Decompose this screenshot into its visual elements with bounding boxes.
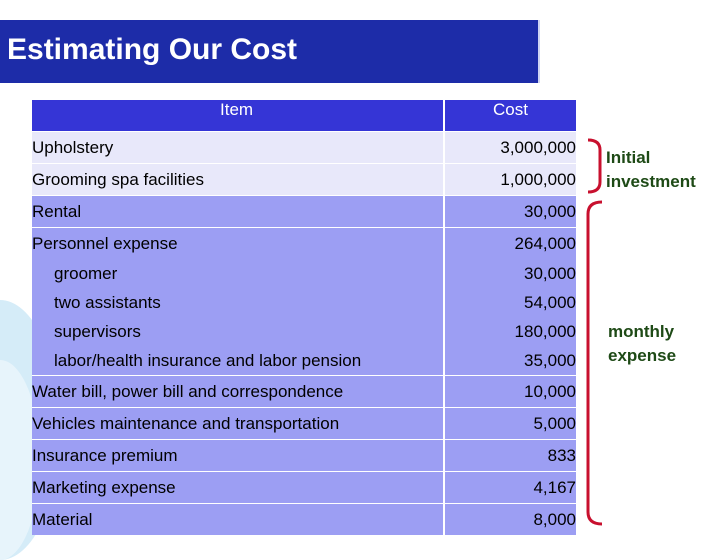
- table-header-row: [32, 100, 576, 132]
- row-cost-sub: 35,000: [524, 351, 576, 370]
- header-cost: Cost: [444, 100, 576, 132]
- table-row: [32, 504, 576, 536]
- table-row-personnel: [32, 228, 576, 376]
- personnel-costs: [444, 228, 576, 376]
- table-row: [32, 132, 576, 164]
- row-item-sub: supervisors: [54, 322, 141, 341]
- monthly-label-line1: monthly: [608, 322, 675, 341]
- header-item: Item: [32, 100, 444, 132]
- row-cost: 5,000: [444, 408, 576, 440]
- row-cost: 833: [444, 440, 576, 472]
- row-item: Grooming spa facilities: [32, 164, 444, 196]
- row-cost: 4,167: [444, 472, 576, 504]
- monthly-label-line2: expense: [608, 346, 677, 365]
- monthly-expense-bracket: [578, 198, 608, 528]
- row-item: Upholstery: [32, 132, 444, 164]
- row-cost: 10,000: [444, 376, 576, 408]
- row-item: Material: [32, 504, 444, 536]
- row-item-sub: groomer: [54, 264, 118, 283]
- row-item: Personnel expense: [32, 234, 178, 253]
- initial-label-line1: Initial: [606, 148, 651, 167]
- row-cost: 264,000: [514, 234, 576, 253]
- personnel-items: [32, 228, 444, 376]
- cost-table: [32, 100, 576, 535]
- row-item: Water bill, power bill and correspondence: [32, 376, 444, 408]
- table-row: [32, 408, 576, 440]
- row-cost-sub: 180,000: [514, 322, 576, 341]
- table-row: [32, 472, 576, 504]
- row-item-sub: labor/health insurance and labor pension: [54, 351, 362, 370]
- row-cost-sub: 30,000: [524, 264, 576, 283]
- monthly-expense-label: [608, 320, 676, 368]
- row-item-sub: two assistants: [54, 293, 161, 312]
- table-row: [32, 376, 576, 408]
- row-cost: 30,000: [444, 196, 576, 228]
- initial-label-line2: investment: [606, 172, 696, 191]
- row-item: Insurance premium: [32, 440, 444, 472]
- row-cost: 1,000,000: [444, 164, 576, 196]
- table-row: [32, 196, 576, 228]
- row-item: Rental: [32, 196, 444, 228]
- row-cost-sub: 54,000: [524, 293, 576, 312]
- table-row: [32, 440, 576, 472]
- row-cost: 8,000: [444, 504, 576, 536]
- initial-investment-label: [606, 146, 696, 194]
- slide-title: Estimating Our Cost: [7, 33, 298, 66]
- row-cost: 3,000,000: [444, 132, 576, 164]
- row-item: Vehicles maintenance and transportation: [32, 408, 444, 440]
- table-row: [32, 164, 576, 196]
- row-item: Marketing expense: [32, 472, 444, 504]
